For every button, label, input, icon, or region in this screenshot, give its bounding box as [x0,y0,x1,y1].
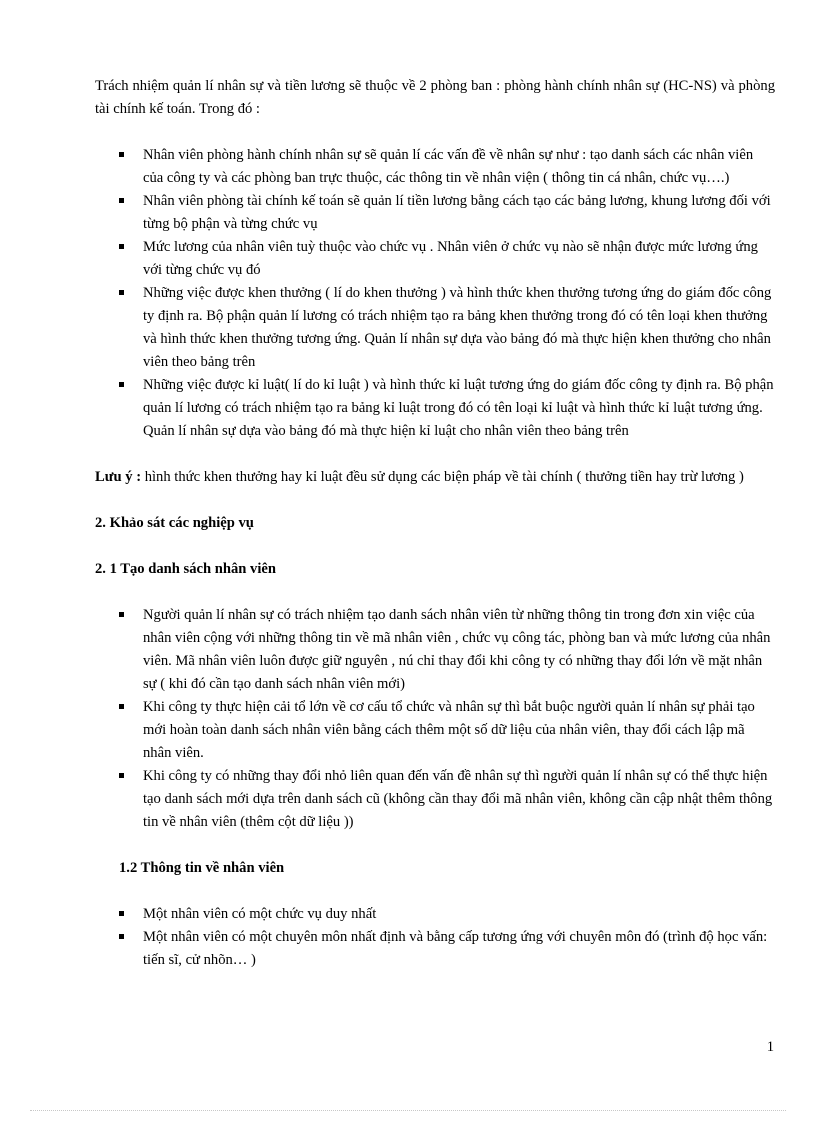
intro-paragraph: Trách nhiệm quản lí nhân sự và tiền lương sẽ thuộc về 2 phòng ban : phòng hành chính nhân sự (HC-NS) và phòng tài chính kế toán. Trong đó : [95,78,775,117]
list-item: Khi công ty thực hiện cải tổ lớn về cơ cấu tổ chức và nhân sự thì bắt buộc người quản lí nhân sự phải tạo mới hoàn toàn danh sách nhân viên bằng cách thêm một số dữ liệu của nhân viên, thay đổi cách lập mã nhân viên. [95,696,775,765]
list-item: Một nhân viên có một chức vụ duy nhất [95,903,775,926]
square-bullet-icon [119,382,124,387]
list-item: Khi công ty có những thay đổi nhỏ liên quan đến vấn đề nhân sự thì người quản lí nhân sự có thể thực hiện tạo danh sách mới dựa trên danh sách cũ (không cần thay đổi mã nhân viên, không cần cập nhật thêm thông tin về nhân viên (thêm cột dữ liệu )) [95,765,775,834]
document-page [95,75,775,995]
employee-info-list [95,903,775,972]
list-item: Nhân viên phòng hành chính nhân sự sẽ quản lí các vấn đề về nhân sự như : tạo danh sách các nhân viên của công ty và các phòng ban trực thuộc, các thông tin về nhân viện ( thông tin cá nhân, chức vụ….) [95,144,775,190]
square-bullet-icon [119,704,124,709]
note-paragraph [95,466,775,489]
section-2-heading: 2. Khảo sát các nghiệp vụ [95,515,254,531]
note-text: hình thức khen thưởng hay kỉ luật đều sử dụng các biện pháp về tài chính ( thưởng tiền hay trừ lương ) [141,469,744,485]
list-item: Những việc được khen thưởng ( lí do khen thưởng ) và hình thức khen thưởng tương ứng do giám đốc công ty định ra. Bộ phận quản lí lương có trách nhiệm tạo ra bảng khen thưởng trong đó có tên loại khen thưởng và hình thức khen thưởng tương ứng. Quản lí nhân sự dựa vào bảng đó mà thực hiện khen thưởng cho nhân viên theo bảng trên [95,282,775,374]
square-bullet-icon [119,612,124,617]
section-2-1-heading: 2. 1 Tạo danh sách nhân viên [95,561,277,577]
list-item: Người quản lí nhân sự có trách nhiệm tạo danh sách nhân viên từ những thông tin trong đơn xin việc của nhân viên cộng với những thông tin về mã nhân viên , chức vụ công tác, phòng ban và mức lương của nhân viên. Mã nhân viên luôn được giữ nguyên , nú chỉ thay đổi khi công ty có những thay đổi lớn về mặt nhân sự ( khi đó cần tạo danh sách nhân viên mới) [95,604,775,696]
square-bullet-icon [119,911,124,916]
section-1-2-heading: 1.2 Thông tin về nhân viên [119,860,285,876]
page-number: 1 [766,1039,774,1055]
note-label: Lưu ý : [95,469,142,485]
employee-list-steps [95,604,775,834]
square-bullet-icon [119,934,124,939]
square-bullet-icon [119,244,124,249]
square-bullet-icon [119,773,124,778]
responsibility-list [95,144,775,443]
square-bullet-icon [119,198,124,203]
list-item: Một nhân viên có một chuyên môn nhất định và bằng cấp tương ứng với chuyên môn đó (trình độ học vấn: tiến sĩ, cử nhõn… ) [95,926,775,972]
list-item: Nhân viên phòng tài chính kế toán sẽ quản lí tiền lương bằng cách tạo các bảng lương, khung lương đối với từng bộ phận và từng chức vụ [95,190,775,236]
list-item: Mức lương của nhân viên tuỳ thuộc vào chức vụ . Nhân viên ở chức vụ nào sẽ nhận được mức lương ứng với từng chức vụ đó [95,236,775,282]
square-bullet-icon [119,290,124,295]
square-bullet-icon [119,152,124,157]
list-item: Những việc được kỉ luật( lí do kỉ luật ) và hình thức kỉ luật tương ứng do giám đốc công ty định ra. Bộ phận quản lí lương có trách nhiệm tạo ra bảng kỉ luật trong đó có tên loại kỉ luật và hình thức kỉ luật tương ứng. Quản lí nhân sự dựa vào bảng đó mà thực hiện kỉ luật cho nhân viên theo bảng trên [95,374,775,443]
page-bottom-divider [30,1110,786,1111]
